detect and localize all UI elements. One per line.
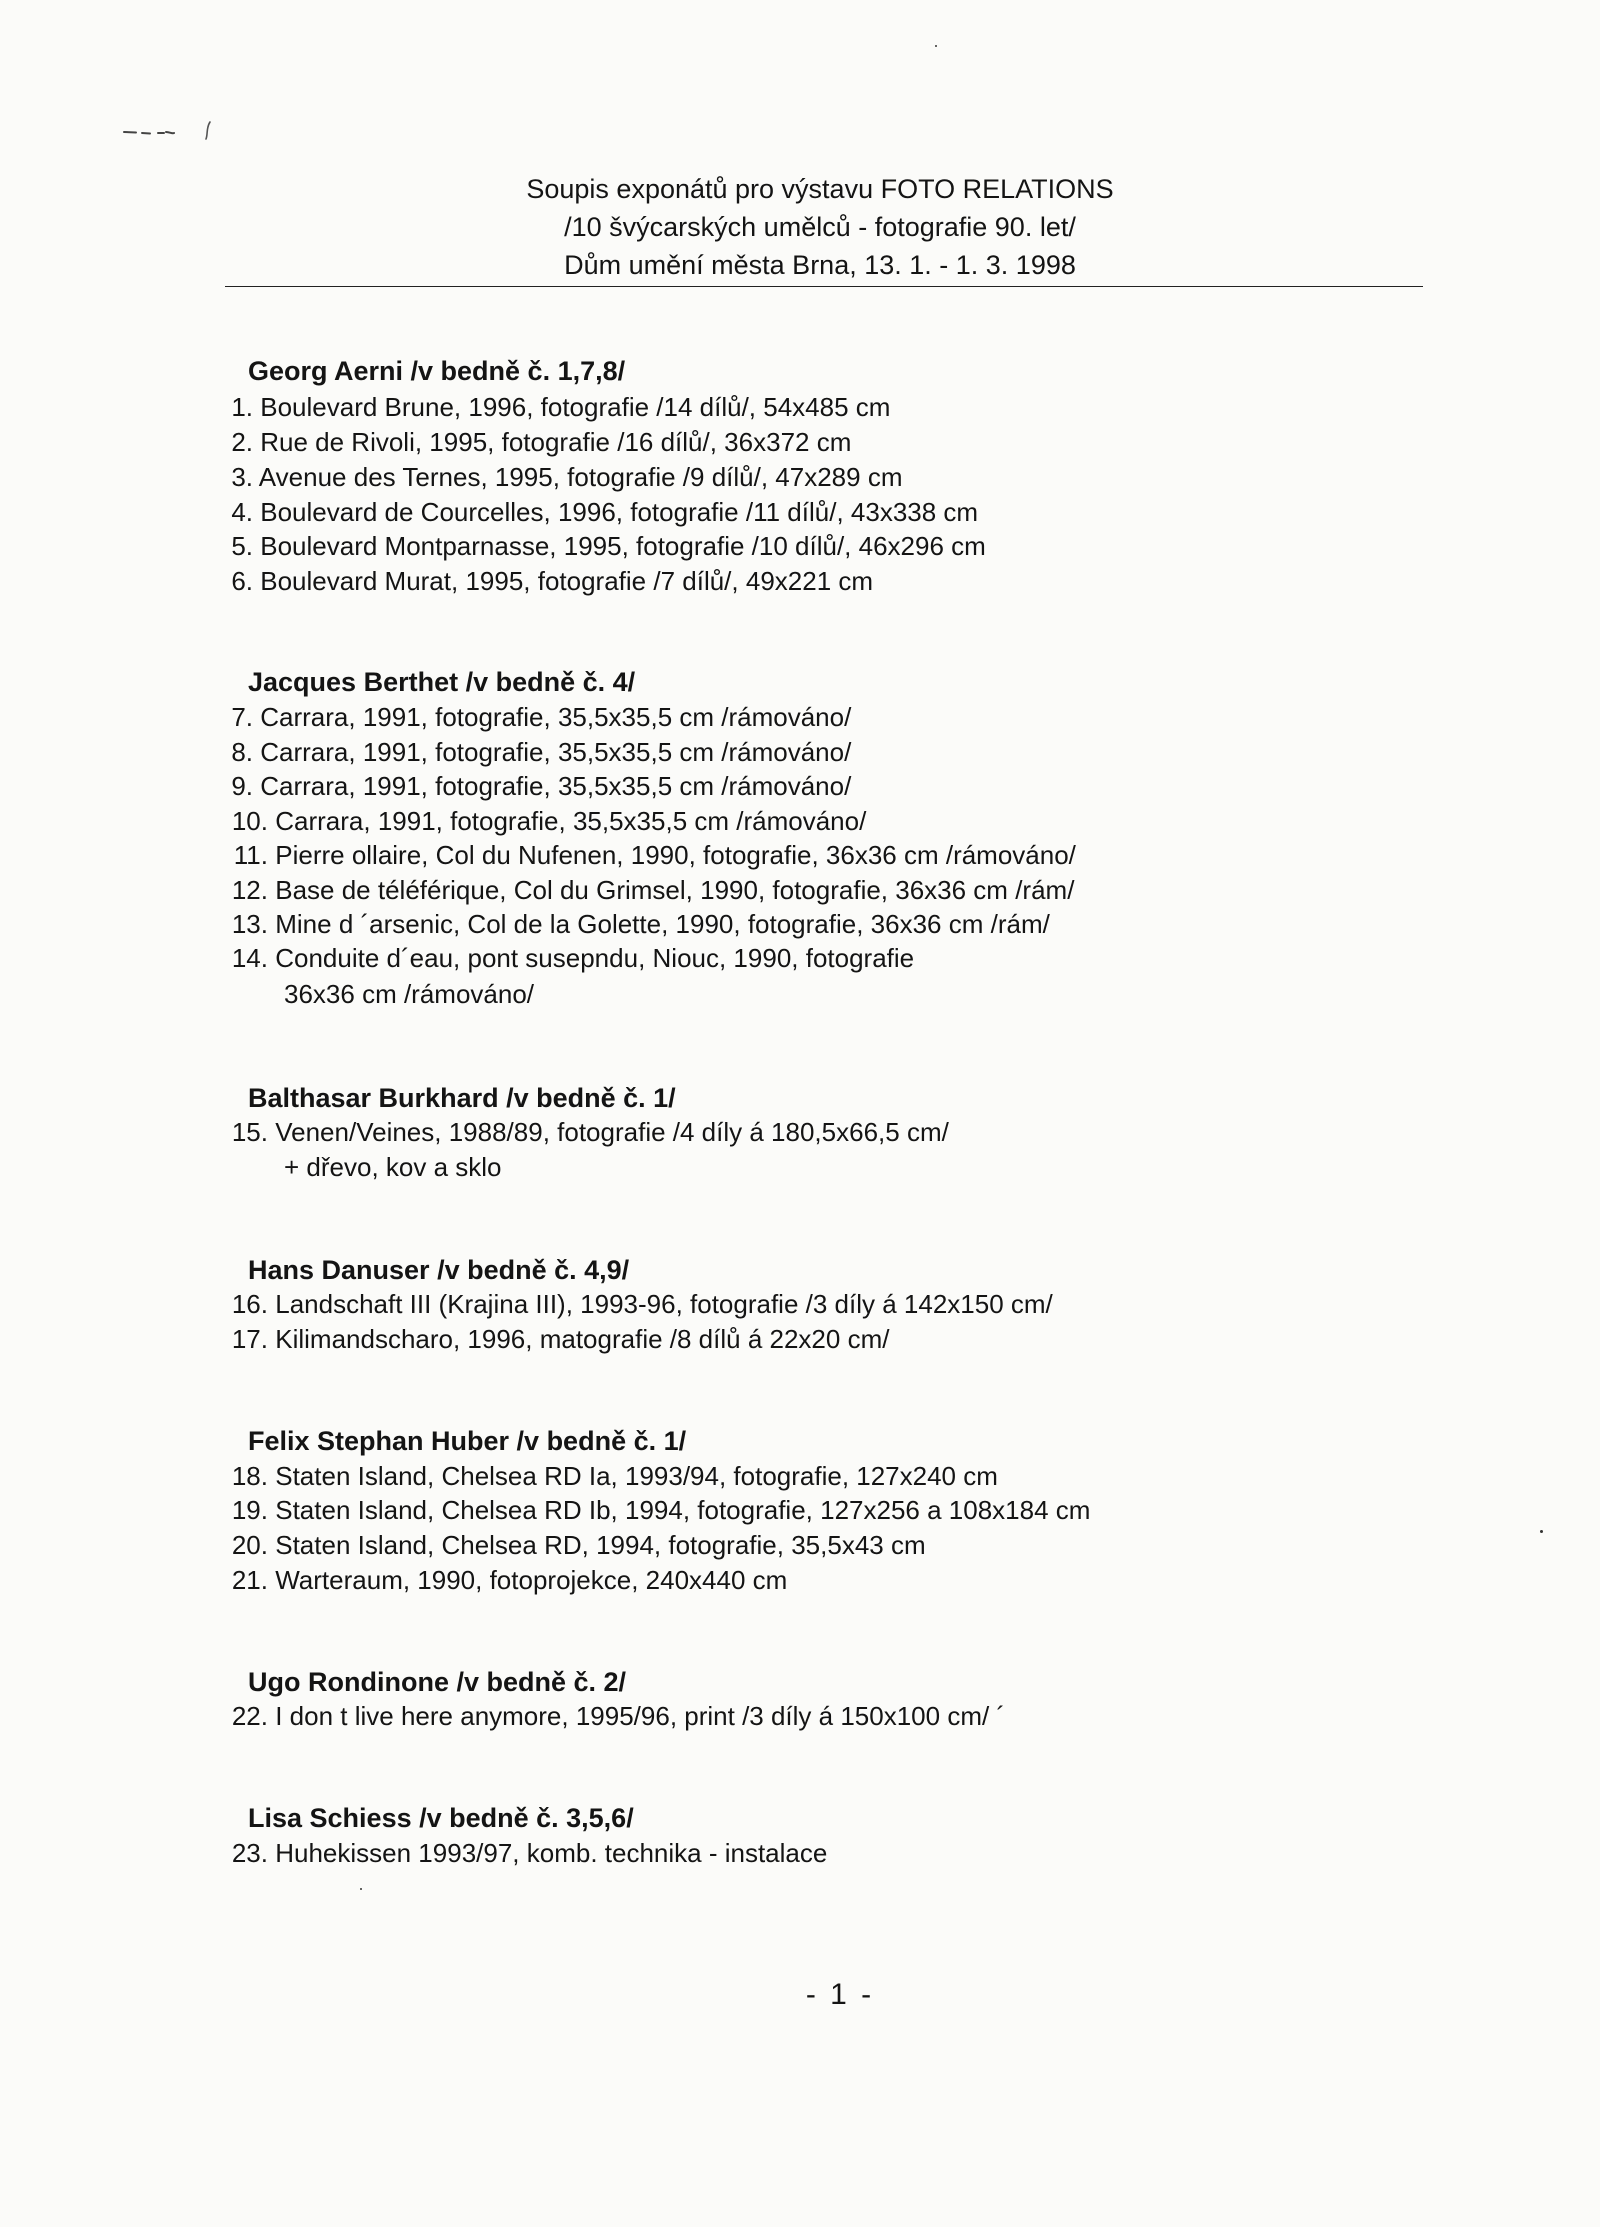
exhibit-item bbox=[226, 1527, 926, 1563]
exhibit-item bbox=[228, 528, 986, 564]
item-text: I don t live here anymore, 1995/96, print /3 díly á 150x100 cm/ ´ bbox=[275, 1701, 1006, 1731]
item-text: Warteraum, 1990, fotoprojekce, 240x440 cm bbox=[275, 1565, 788, 1595]
exhibit-item bbox=[228, 424, 851, 460]
item-text: Staten Island, Chelsea RD Ib, 1994, fotografie, 127x256 a 108x184 cm bbox=[275, 1495, 1091, 1525]
header-subtitle: /10 švýcarských umělců - fotografie 90. let/ bbox=[564, 212, 1076, 242]
item-number: 10. bbox=[231, 806, 268, 836]
page-number: - 1 - bbox=[805, 1978, 875, 2011]
artist-heading: Lisa Schiess /v bedně č. 3,5,6/ bbox=[248, 1803, 634, 1833]
exhibit-item bbox=[228, 699, 851, 735]
item-text: Staten Island, Chelsea RD, 1994, fotografie, 35,5x43 cm bbox=[275, 1530, 926, 1560]
artist-heading: Georg Aerni /v bedně č. 1,7,8/ bbox=[248, 356, 626, 386]
item-text: Carrara, 1991, fotografie, 35,5x35,5 cm /rámováno/ bbox=[260, 737, 852, 767]
item-number: 17. bbox=[231, 1324, 268, 1354]
scan-speck bbox=[1540, 1530, 1543, 1533]
artist-heading: Hans Danuser /v bedně č. 4,9/ bbox=[248, 1255, 630, 1285]
exhibit-item bbox=[226, 1114, 949, 1150]
item-text: Landschaft III (Krajina III), 1993-96, fotografie /3 díly á 142x150 cm/ bbox=[275, 1289, 1053, 1319]
item-number: 1. bbox=[231, 392, 253, 422]
item-number: 7. bbox=[231, 702, 253, 732]
header-title: Soupis exponátů pro výstavu FOTO RELATIONS bbox=[526, 174, 1114, 204]
item-number: 8. bbox=[231, 737, 253, 767]
artist-heading: Jacques Berthet /v bedně č. 4/ bbox=[248, 667, 636, 697]
exhibit-item bbox=[226, 1321, 889, 1357]
item-number: 14. bbox=[231, 943, 268, 973]
item-number: 6. bbox=[231, 566, 253, 596]
exhibit-item bbox=[226, 940, 914, 976]
exhibit-item bbox=[226, 1286, 1053, 1322]
exhibit-item bbox=[226, 803, 866, 839]
item-number: 2. bbox=[231, 427, 253, 457]
item-continuation: + dřevo, kov a sklo bbox=[284, 1152, 502, 1182]
item-text: Pierre ollaire, Col du Nufenen, 1990, fotografie, 36x36 cm /rámováno/ bbox=[275, 840, 1076, 870]
item-text: Carrara, 1991, fotografie, 35,5x35,5 cm /rámováno/ bbox=[275, 806, 867, 836]
exhibit-item bbox=[226, 906, 1050, 942]
exhibit-item bbox=[226, 1492, 1090, 1528]
item-number: 21. bbox=[231, 1565, 268, 1595]
item-number: 12. bbox=[231, 875, 268, 905]
item-text: Boulevard de Courcelles, 1996, fotografie /11 dílů/, 43x338 cm bbox=[260, 497, 979, 527]
artist-heading: Balthasar Burkhard /v bedně č. 1/ bbox=[248, 1083, 676, 1113]
item-text: Carrara, 1991, fotografie, 35,5x35,5 cm /rámováno/ bbox=[260, 771, 852, 801]
item-number: 11. bbox=[233, 840, 268, 870]
item-text: Venen/Veines, 1988/89, fotografie /4 díly á 180,5x66,5 cm/ bbox=[275, 1117, 949, 1147]
exhibit-item bbox=[226, 1562, 787, 1598]
document-header bbox=[220, 170, 1420, 284]
item-number: 5. bbox=[231, 531, 253, 561]
item-text: Boulevard Brune, 1996, fotografie /14 dílů/, 54x485 cm bbox=[260, 392, 891, 422]
exhibit-item bbox=[226, 1835, 827, 1871]
item-text: Staten Island, Chelsea RD Ia, 1993/94, fotografie, 127x240 cm bbox=[275, 1461, 998, 1491]
item-number: 16. bbox=[231, 1289, 268, 1319]
exhibit-item bbox=[226, 872, 1074, 908]
exhibit-item bbox=[228, 768, 851, 804]
exhibit-item bbox=[228, 494, 978, 530]
item-text: Kilimandscharo, 1996, matografie /8 dílů á 22x20 cm/ bbox=[275, 1324, 890, 1354]
exhibit-item bbox=[226, 1698, 1005, 1734]
item-number: 3. bbox=[231, 462, 253, 492]
item-number: 9. bbox=[231, 771, 253, 801]
item-text: Carrara, 1991, fotografie, 35,5x35,5 cm /rámováno/ bbox=[260, 702, 852, 732]
item-text: Conduite d´eau, pont susepndu, Niouc, 1990, fotografie bbox=[275, 943, 915, 973]
item-text: Boulevard Murat, 1995, fotografie /7 dílů/, 49x221 cm bbox=[260, 566, 874, 596]
item-text: Mine d ´arsenic, Col de la Golette, 1990, fotografie, 36x36 cm /rám/ bbox=[275, 909, 1050, 939]
item-text: Avenue des Ternes, 1995, fotografie /9 dílů/, 47x289 cm bbox=[258, 462, 903, 492]
item-text: Huhekissen 1993/97, komb. technika - instalace bbox=[275, 1838, 828, 1868]
item-number: 15. bbox=[231, 1117, 268, 1147]
exhibit-item bbox=[228, 734, 851, 770]
item-number: 19. bbox=[231, 1495, 268, 1525]
header-venue-dates: Dům umění města Brna, 13. 1. - 1. 3. 1998 bbox=[564, 250, 1076, 280]
scan-speck bbox=[935, 45, 937, 47]
item-text: Boulevard Montparnasse, 1995, fotografie /10 dílů/, 46x296 cm bbox=[260, 531, 986, 561]
item-number: 18. bbox=[231, 1461, 268, 1491]
artist-heading: Ugo Rondinone /v bedně č. 2/ bbox=[248, 1667, 627, 1697]
item-number: 22. bbox=[231, 1701, 268, 1731]
item-number: 13. bbox=[231, 909, 268, 939]
artist-heading: Felix Stephan Huber /v bedně č. 1/ bbox=[248, 1426, 687, 1456]
header-divider bbox=[225, 286, 1423, 287]
scan-speck bbox=[360, 1888, 362, 1890]
exhibit-item bbox=[228, 459, 903, 495]
item-continuation: 36x36 cm /rámováno/ bbox=[284, 979, 535, 1009]
item-number: 4. bbox=[231, 497, 253, 527]
item-text: Base de téléférique, Col du Grimsel, 1990, fotografie, 36x36 cm /rám/ bbox=[275, 875, 1075, 905]
exhibit-item bbox=[228, 563, 873, 599]
exhibit-item bbox=[226, 837, 1076, 873]
item-text: Rue de Rivoli, 1995, fotografie /16 dílů/, 36x372 cm bbox=[260, 427, 852, 457]
item-number: 23. bbox=[231, 1838, 268, 1868]
exhibit-item bbox=[226, 1458, 998, 1494]
handwritten-mark bbox=[118, 118, 218, 142]
exhibit-item bbox=[228, 389, 890, 425]
item-number: 20. bbox=[231, 1530, 268, 1560]
